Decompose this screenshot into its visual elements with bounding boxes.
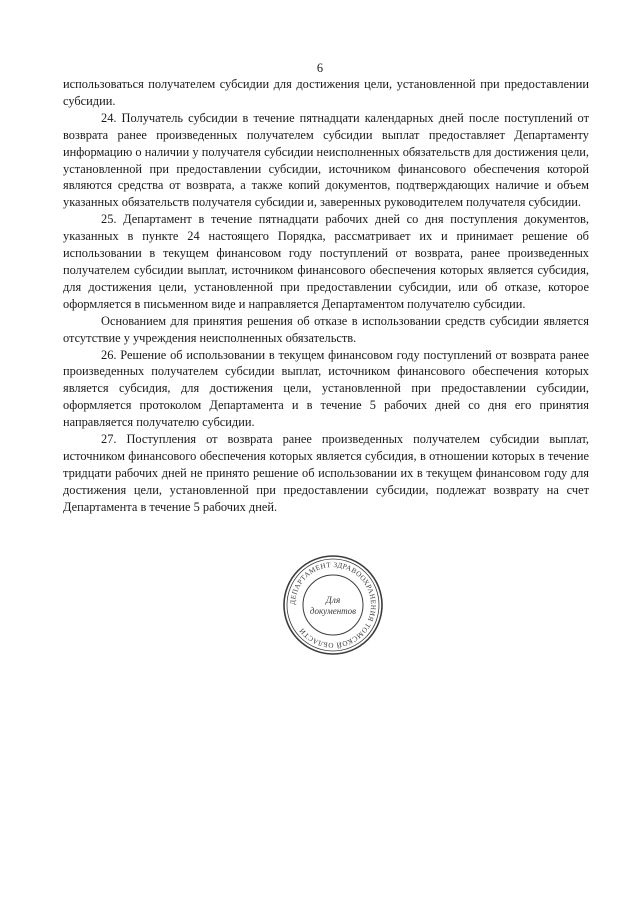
stamp-center-text-1: Для (325, 596, 341, 606)
stamp-ring-textpath: ДЕПАРТАМЕНТ ЗДРАВООХРАНЕНИЯ ТОМСКОЙ ОБЛАСТИ (288, 560, 378, 650)
stamp-center-text-2: документов (309, 606, 357, 616)
official-stamp (281, 553, 385, 657)
paragraph-refusal-basis: Основанием для принятия решения об отказе в использовании средств субсидии является отсутствие у учреждения неисполненных обязательств. (63, 313, 589, 345)
paragraph-24: 24. Получатель субсидии в течение пятнадцати календарных дней после поступлений от возврата ранее произведенных получателем субсидии выплат предоставляет Департаменту информацию о наличии у получателя субсидии неисполненных обязательств для достижения цели, установленной при предоставлении субсидии, источником финансового обеспечения которой являются средства от возврата, а также копий документов, подтверждающих наличие и объем указанных обязательств получателя субсидии и, заверенных руководителем получателя субсидии. (63, 110, 589, 210)
page-number: 6 (316, 61, 324, 75)
document-body (63, 76, 589, 516)
paragraph-27: 27. Поступления от возврата ранее произведенных получателем субсидии выплат, источником финансового обеспечения которых является субсидия, в отношении которых в течение тридцати рабочих дней не принято решение об использовании их в текущем финансовом году для достижения цели, установленной при предоставлении субсидии, подлежат возврату на счет Департамента в течение 5 рабочих дней. (63, 432, 589, 514)
paragraph-continuation: использоваться получателем субсидии для достижения цели, установленной при предоставлении субсидии. (63, 77, 589, 108)
paragraph-26: 26. Решение об использовании в текущем финансовом году поступлений от возврата ранее произведенных получателем субсидии выплат, источником финансового обеспечения которых является субсидия, для достижения цели, установленной при предоставлении субсидии, оформляется протоколом Департамента и в течение 5 рабочих дней со дня его принятия направляется получателю субсидии. (63, 347, 589, 430)
paragraph-25: 25. Департамент в течение пятнадцати рабочих дней со дня поступления документов, указанных в пункте 24 настоящего Порядка, рассматривает их и принимает решение об использовании в текущем финансовом году поступлений от возврата, ранее произведенных получателем субсидии выплат, источником финансового обеспечения которых является субсидия, для достижения цели, установленной при предоставлении субсидии, или об отказе, которое оформляется в письменном виде и направляется Департаментом получателю субсидии. (63, 212, 589, 311)
